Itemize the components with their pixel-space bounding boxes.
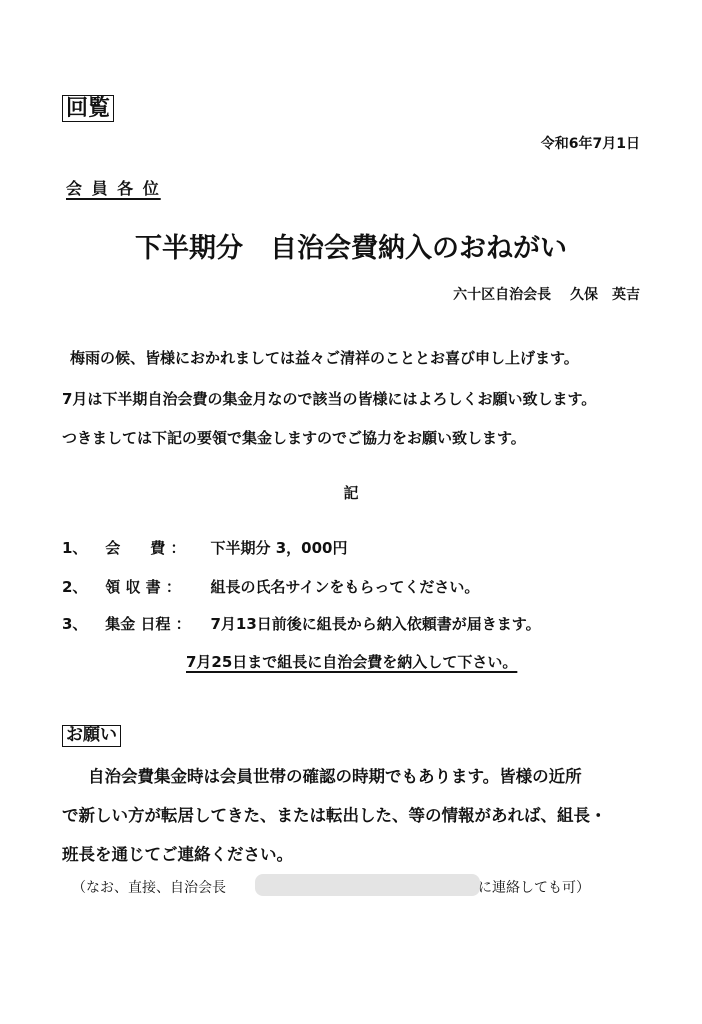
item-value: 組長の氏名サインをもらってください。 [210, 578, 480, 596]
body-line-2: 7月は下半期自治会費の集金月なので該当の皆様にはよろしくお願い致します。 [62, 390, 597, 408]
body-line-1: 梅雨の候、皆様におかれましては益々ご清祥のこととお喜び申し上げます。 [70, 349, 579, 367]
request-heading: お願い [62, 725, 121, 747]
item-number: 3、 [62, 615, 88, 633]
circulation-tag: 回覧 [62, 95, 114, 122]
document-title: 下半期分 自治会費納入のおねがい [135, 233, 567, 264]
item-label: 領 収 書 ： [105, 578, 181, 596]
contact-note-prefix: （なお、直接、自治会長 [72, 880, 226, 896]
list-item [62, 537, 347, 558]
deadline-notice: 7月25日まで組長に自治会費を納入して下さい。 [186, 653, 518, 671]
date: 令和6年7月1日 [540, 136, 640, 152]
item-label: 集金 日程 ： [105, 615, 191, 633]
contact-note-suffix: に連絡しても可） [478, 880, 590, 896]
item-number: 2、 [62, 578, 88, 596]
contact-note [72, 877, 226, 897]
ki-marker: 記 [343, 484, 359, 502]
item-value: 下半期分 3，000円 [210, 539, 348, 557]
item-value: 7月13日前後に組長から納入依頼書が届きます。 [210, 615, 541, 633]
body-line-3: つきましては下記の要領で集金しますのでご協力をお願い致します。 [62, 429, 526, 447]
request-line-1: 自治会費集金時は会員世帯の確認の時期でもあります。皆様の近所 [88, 767, 582, 786]
addressee: 会 員 各 位 [66, 179, 161, 198]
list-item [62, 576, 479, 597]
request-line-2: で新しい方が転居してきた、または転出した、等の情報があれば、組長・ [62, 806, 607, 825]
list-item [62, 613, 541, 634]
item-number: 1、 [62, 539, 88, 557]
request-line-3: 班長を通じてご連絡ください。 [62, 845, 293, 864]
item-label: 会 費 ： [105, 539, 186, 557]
redacted-name [255, 874, 480, 896]
sender: 六十区自治会長 久保 英吉 [453, 287, 640, 303]
